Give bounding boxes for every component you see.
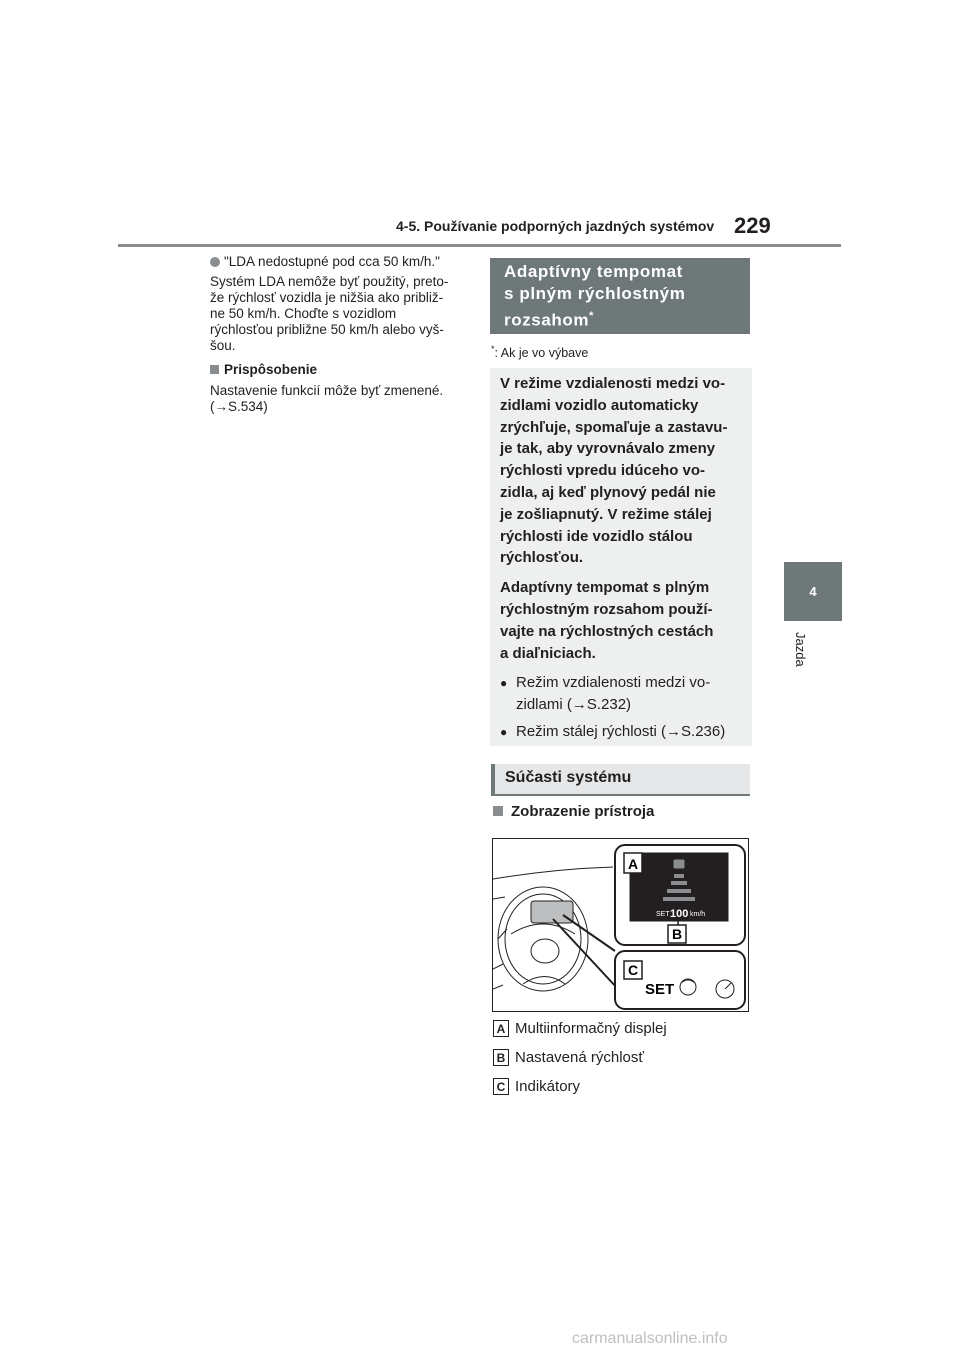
- usage-paragraph: Adaptívny tempomat s plným rýchlostným rozsahom použí- vajte na rýchlostných cestách a diaľniciach.: [500, 579, 714, 662]
- section-title: 4-5. Používanie podporných jazdných systémov: [396, 218, 715, 234]
- feature-title-box: [490, 258, 750, 334]
- legend-text: Multiinformačný displej: [515, 1020, 667, 1037]
- watermark: carmanualsonline.info: [572, 1330, 728, 1347]
- square-bullet-icon: [493, 806, 503, 816]
- set-speed-value: 100: [670, 908, 689, 920]
- page-number: 229: [734, 213, 771, 238]
- label-b: B: [671, 926, 683, 942]
- speed-unit: km/h: [690, 911, 706, 918]
- mode-item-constant: ● Režim stálej rýchlosti (→S.236): [500, 721, 744, 743]
- item-title: Prispôsobenie: [224, 362, 318, 377]
- figure-illustration: [493, 839, 748, 1011]
- intro-box: [490, 368, 752, 746]
- legend-item-b: [493, 1049, 644, 1066]
- lda-unavailable-item: [210, 254, 472, 354]
- square-bullet-icon: [210, 365, 219, 374]
- body-line: že rýchlosť vozidla je nižšia ako približ-: [210, 290, 444, 305]
- set-indicator: SET: [645, 981, 675, 998]
- footnote-star: *: [491, 344, 495, 354]
- bullet-dot-icon: [210, 257, 220, 267]
- customization-item: [210, 362, 472, 415]
- legend-text: Indikátory: [515, 1078, 581, 1095]
- page-reference: (→S.534): [210, 399, 268, 414]
- bullet-icon: ●: [500, 724, 508, 739]
- title-line: rozsahom: [504, 310, 590, 330]
- instrument-cluster-figure: [492, 838, 749, 1012]
- bullet-icon: ●: [500, 676, 508, 691]
- section-heading: Súčasti systému: [491, 764, 750, 796]
- label-a: A: [627, 856, 639, 872]
- body-line: rýchlosťou približne 50 km/h alebo vyš-: [210, 322, 444, 337]
- item-body: [210, 383, 472, 415]
- legend-item-a: [493, 1020, 667, 1037]
- legend-text: Nastavená rýchlosť: [515, 1049, 645, 1066]
- page-reference[interactable]: zidlami (→S.232): [516, 696, 632, 714]
- body-line: ne 50 km/h. Choďte s vozidlom: [210, 306, 397, 321]
- chapter-label: Jazda: [793, 632, 808, 667]
- mode-item-distance: ● Režim vzdialenosti medzi vo- zidlami (→S.232): [500, 672, 744, 716]
- legend-key: A: [493, 1020, 509, 1037]
- subsection-heading: Zobrazenie prístroja: [493, 803, 654, 820]
- chapter-number: 4: [809, 584, 817, 599]
- footnote: [491, 344, 588, 360]
- intro-paragraph: V režime vzdialenosti medzi vo- zidlami vozidlo automaticky zrýchľuje, spomaľuje a zastavu- je tak, aby vyrovnávalo zmeny rýchlosti vpredu idúceho vo- zidla, aj keď plynový pedál nie je zošliapnutý. V režime stálej rýchlosti ide vozidlo stálou rýchlosťou.: [500, 375, 728, 567]
- display-set-text: SET: [656, 911, 670, 918]
- header-rule: [118, 244, 841, 247]
- item-body: [210, 274, 472, 354]
- legend-item-c: [493, 1078, 580, 1095]
- body-line: Nastavenie funkcií môže byť zmenené.: [210, 383, 444, 398]
- label-c: C: [627, 962, 639, 978]
- legend-key: B: [493, 1049, 509, 1066]
- footnote-marker: *: [589, 310, 594, 322]
- footnote-text: : Ak je vo výbave: [494, 346, 589, 361]
- body-line: šou.: [210, 338, 236, 353]
- chapter-tab: [784, 562, 842, 621]
- legend-key: C: [493, 1078, 509, 1095]
- title-line: Adaptívny tempomat: [504, 262, 683, 281]
- body-line: Systém LDA nemôže byť použitý, preto-: [210, 274, 449, 289]
- item-title: "LDA nedostupné pod cca 50 km/h.": [224, 254, 440, 269]
- title-line: s plným rýchlostným: [504, 284, 686, 303]
